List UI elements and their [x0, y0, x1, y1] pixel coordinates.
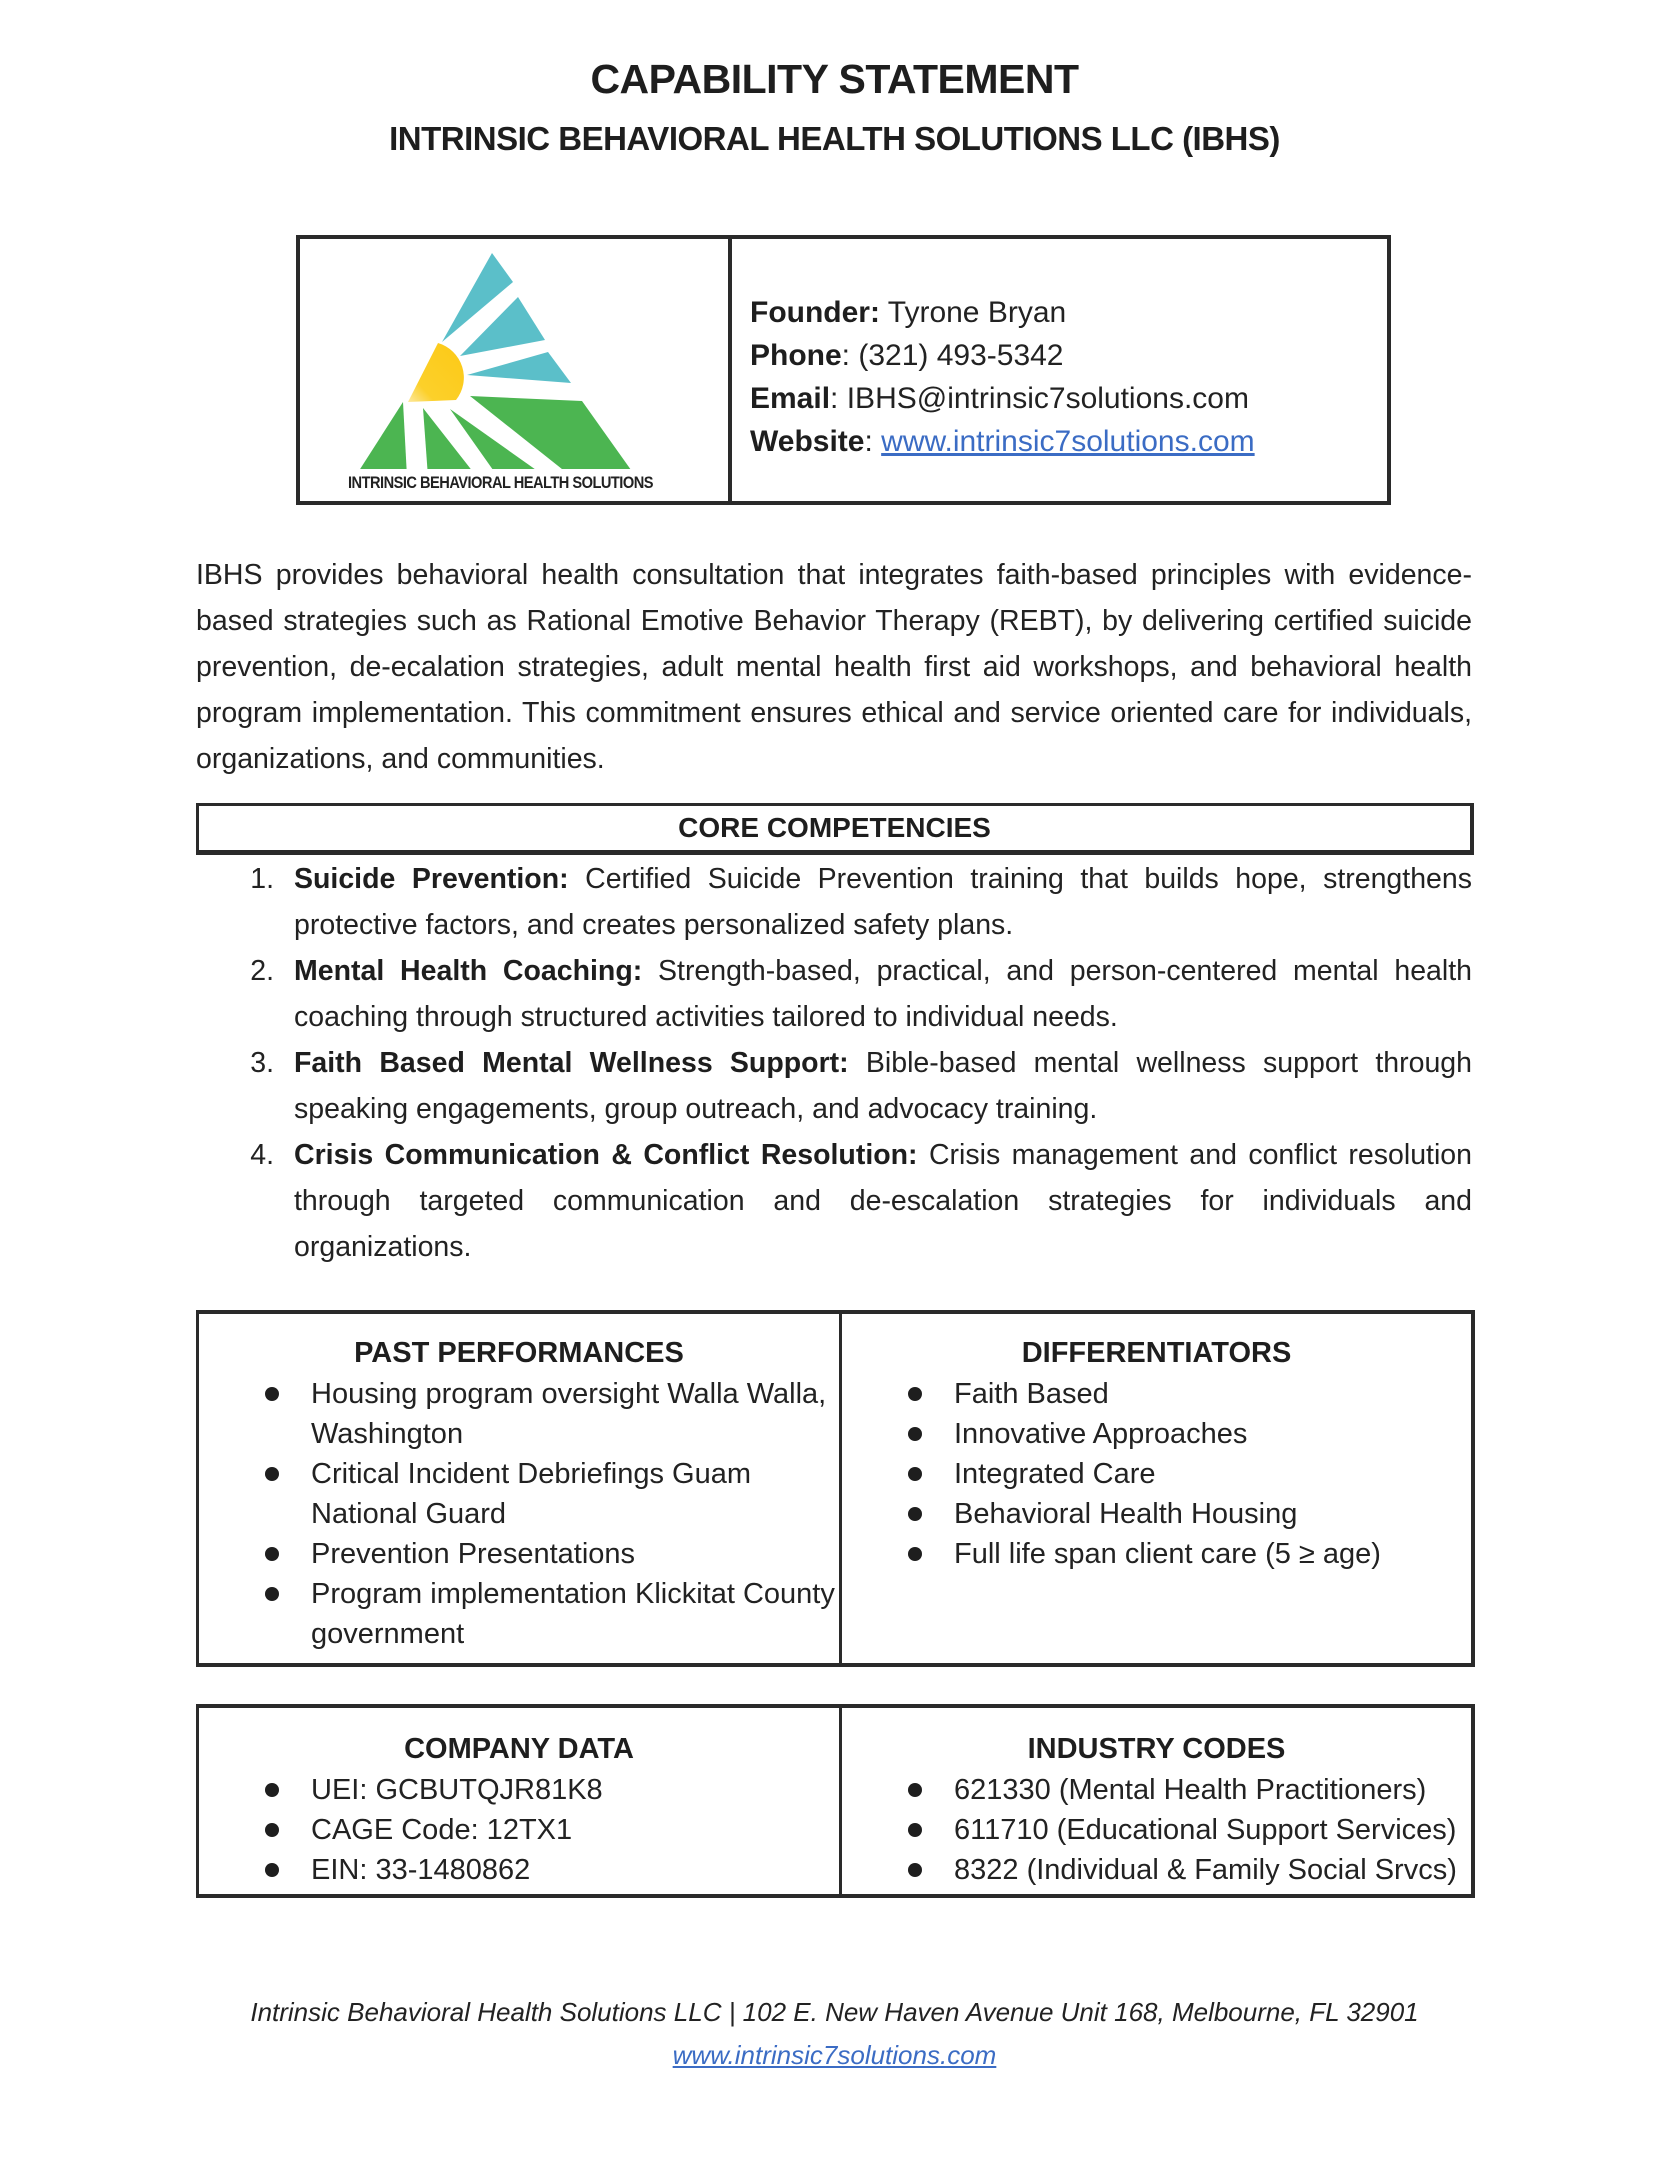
industry-codes-list: [842, 1770, 1471, 1890]
performance-differentiators-box: [196, 1310, 1475, 1667]
list-item: [842, 1770, 1471, 1810]
competency-number: 3.: [250, 1047, 274, 1079]
list-item-text: Full life span client care (5 ≥ age): [954, 1538, 1381, 1570]
bullet-icon: [908, 1507, 922, 1521]
competency-description: Certified Suicide Prevention training that builds hope, strengthens protective factors, and creates personalized safety plans.: [294, 863, 1472, 941]
competency-item: [196, 948, 1472, 1040]
company-name-heading: INTRINSIC BEHAVIORAL HEALTH SOLUTIONS LLC (IBHS): [389, 120, 1280, 157]
differentiators-section: [842, 1314, 1471, 1663]
list-item: [842, 1414, 1471, 1454]
competency-title: Crisis Communication & Conflict Resolution:: [294, 1139, 918, 1171]
company-data-section: [199, 1708, 842, 1894]
past-performances-list: [199, 1374, 839, 1654]
list-item: [199, 1454, 839, 1534]
competency-text: [294, 1040, 1472, 1132]
list-item-text: Housing program oversight Walla Walla, Washington: [311, 1378, 827, 1450]
past-performances-section: [199, 1314, 842, 1663]
list-item: [199, 1850, 839, 1890]
competency-item: [196, 1040, 1472, 1132]
intro-paragraph: IBHS provides behavioral health consultation that integrates faith-based principles with evidence-based strategies such as Rational Emotive Behavior Therapy (REBT), by delivering certified suicide prevention, de-ecalation strategies, adult mental health first aid workshops, and behavioral health program implementation. This commitment ensures ethical and service oriented care for individuals, organizations, and communities.: [196, 559, 1472, 775]
list-item: [199, 1534, 839, 1574]
list-item-text: Prevention Presentations: [311, 1538, 636, 1570]
list-item-text: Integrated Care: [954, 1458, 1156, 1490]
email-value: IBHS@intrinsic7solutions.com: [846, 382, 1249, 415]
cage-code-value: CAGE Code: 12TX1: [311, 1814, 573, 1846]
industry-code: 621330 (Mental Health Practitioners): [954, 1774, 1427, 1806]
bullet-icon: [908, 1547, 922, 1561]
list-item: [842, 1494, 1471, 1534]
list-item: [199, 1374, 839, 1454]
competency-item: [196, 1132, 1472, 1270]
bullet-icon: [908, 1387, 922, 1401]
header-info-box: [296, 235, 1391, 505]
document-title: CAPABILITY STATEMENT: [590, 56, 1079, 102]
list-item: [199, 1574, 839, 1654]
bullet-icon: [908, 1467, 922, 1481]
logo-caption: INTRINSIC BEHAVIORAL HEALTH SOLUTIONS: [348, 473, 653, 492]
bullet-icon: [908, 1783, 922, 1797]
uei-value: UEI: GCBUTQJR81K8: [311, 1774, 603, 1806]
industry-code: 8322 (Individual & Family Social Srvcs): [954, 1854, 1457, 1886]
website-row: Website: www.intrinsic7solutions.com: [750, 425, 1255, 458]
ein-value: EIN: 33-1480862: [311, 1854, 531, 1886]
footer-website-row: [0, 2040, 1669, 2071]
bullet-icon: [908, 1823, 922, 1837]
competency-title: Mental Health Coaching:: [294, 955, 643, 987]
footer-address: Intrinsic Behavioral Health Solutions LLC | 102 E. New Haven Avenue Unit 168, Melbourne, FL 32901: [250, 1997, 1419, 2027]
bullet-icon: [265, 1387, 279, 1401]
list-item: [842, 1374, 1471, 1414]
differentiators-heading: DIFFERENTIATORS: [1021, 1337, 1292, 1369]
founder-label: Founder:: [750, 296, 880, 329]
list-item: [199, 1810, 839, 1850]
bullet-icon: [908, 1863, 922, 1877]
competency-item: [196, 856, 1472, 948]
list-item-text: Innovative Approaches: [954, 1418, 1248, 1450]
list-item-text: Faith Based: [954, 1378, 1109, 1410]
phone-row: Phone: (321) 493-5342: [750, 339, 1064, 372]
bullet-icon: [265, 1783, 279, 1797]
list-item: [842, 1810, 1471, 1850]
bullet-icon: [265, 1587, 279, 1601]
company-data-codes-box: [196, 1704, 1475, 1898]
bullet-icon: [265, 1467, 279, 1481]
contact-info: [732, 239, 1387, 501]
industry-codes-heading: INDUSTRY CODES: [1027, 1733, 1286, 1765]
company-data-heading: COMPANY DATA: [404, 1733, 634, 1765]
bullet-icon: [265, 1863, 279, 1877]
competency-number: 4.: [250, 1139, 274, 1171]
core-competencies-list: [196, 856, 1472, 1270]
list-item: [842, 1850, 1471, 1890]
bullet-icon: [908, 1427, 922, 1441]
phone-value: (321) 493-5342: [858, 339, 1064, 372]
competency-description: Crisis management and conflict resolution through targeted communication and de-escalation strategies for individuals and organizations.: [294, 1139, 1473, 1263]
bullet-icon: [265, 1823, 279, 1837]
industry-codes-section: [842, 1708, 1471, 1894]
founder-row: [750, 291, 1387, 334]
competency-title: Faith Based Mental Wellness Support:: [294, 1047, 849, 1079]
competency-text: [294, 856, 1472, 948]
core-competencies-heading: CORE COMPETENCIES: [196, 803, 1474, 855]
bullet-icon: [265, 1547, 279, 1561]
company-data-list: [199, 1770, 839, 1890]
industry-code: 611710 (Educational Support Services): [954, 1814, 1457, 1846]
competency-title: Suicide Prevention:: [294, 863, 569, 895]
website-link[interactable]: www.intrinsic7solutions.com: [881, 425, 1255, 458]
list-item: [842, 1454, 1471, 1494]
competency-number: 2.: [250, 955, 274, 987]
founder-value: Tyrone Bryan: [887, 296, 1067, 329]
footer-website-link[interactable]: www.intrinsic7solutions.com: [672, 2040, 997, 2070]
list-item-text: Behavioral Health Housing: [954, 1498, 1298, 1530]
competency-number: 1.: [250, 863, 274, 895]
list-item: [842, 1534, 1471, 1574]
differentiators-list: [842, 1374, 1471, 1574]
competency-text: [294, 948, 1472, 1040]
logo-cell: [300, 239, 732, 501]
competency-description: Bible-based mental wellness support through speaking engagements, group outreach, and advocacy training.: [294, 1047, 1472, 1125]
email-row: Email: IBHS@intrinsic7solutions.com: [750, 382, 1249, 415]
competency-text: [294, 1132, 1472, 1270]
competency-description: Strength-based, practical, and person-centered mental health coaching through structured activities tailored to individual needs.: [294, 955, 1473, 1033]
past-performances-heading: PAST PERFORMANCES: [354, 1337, 684, 1369]
website-label: Website: [750, 425, 865, 458]
list-item: [199, 1770, 839, 1810]
ibhs-logo-icon: [300, 239, 728, 469]
email-label: Email: [750, 382, 831, 415]
list-item-text: Critical Incident Debriefings Guam National Guard: [311, 1458, 752, 1530]
list-item-text: Program implementation Klickitat County government: [311, 1578, 835, 1650]
phone-label: Phone: [750, 339, 842, 372]
